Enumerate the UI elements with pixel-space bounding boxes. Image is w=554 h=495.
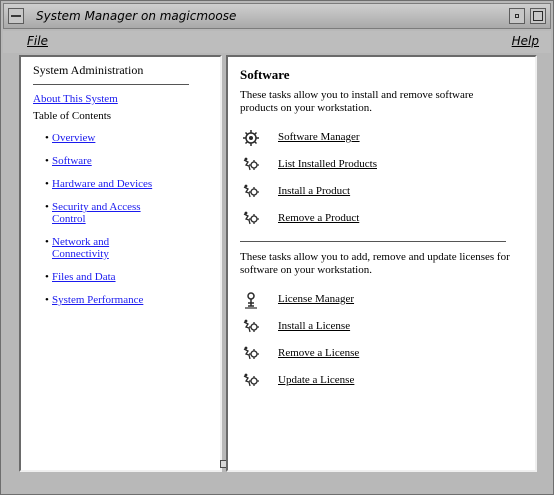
task-install-product[interactable] xyxy=(242,183,482,201)
toc-link-security-line2: Control xyxy=(52,213,86,225)
task-update-license[interactable] xyxy=(242,372,482,390)
minimize-button[interactable] xyxy=(509,8,525,24)
task-label: Remove a License xyxy=(278,347,360,359)
task-icon xyxy=(242,345,260,363)
toc-item-security xyxy=(45,201,195,225)
task-icon xyxy=(242,210,260,228)
toc-item-hardware xyxy=(45,178,195,190)
license-description: These tasks allow you to add, remove and update licenses for software on your workstation. xyxy=(240,251,510,276)
title-bar[interactable] xyxy=(3,3,551,29)
task-install-license[interactable] xyxy=(242,318,482,336)
table-of-contents-label: Table of Contents xyxy=(33,110,112,122)
sidebar-title: System Administration xyxy=(33,63,144,77)
task-label: Install a Product xyxy=(278,185,351,197)
window-menu-button[interactable] xyxy=(8,8,24,24)
task-label: License Manager xyxy=(278,293,355,305)
section-divider xyxy=(240,241,506,242)
toc-item-overview xyxy=(45,132,195,144)
menu-bar xyxy=(3,31,551,53)
task-label: Software Manager xyxy=(278,131,360,143)
task-label: List Installed Products xyxy=(278,158,377,170)
toc-item-software xyxy=(45,155,195,167)
navigation-pane[interactable] xyxy=(19,55,222,472)
content-pane[interactable] xyxy=(226,55,537,472)
software-description: These tasks allow you to install and remove software products on your workstation. xyxy=(240,89,474,114)
toc-link-files[interactable]: Files and Data xyxy=(52,271,116,283)
task-remove-product[interactable] xyxy=(242,210,482,228)
toc-list xyxy=(45,132,195,317)
task-icon xyxy=(242,156,260,174)
task-license-manager[interactable] xyxy=(242,291,482,309)
task-icon xyxy=(242,372,260,390)
maximize-button[interactable] xyxy=(530,8,546,24)
toc-item-network xyxy=(45,236,195,260)
toc-link-security-line1: Security and Access xyxy=(52,201,141,213)
task-icon xyxy=(242,183,260,201)
file-menu[interactable]: File xyxy=(27,34,48,48)
task-icon xyxy=(242,318,260,336)
task-label: Remove a Product xyxy=(278,212,360,224)
task-list-installed-products[interactable] xyxy=(242,156,482,174)
toc-link-network-line2: Connectivity xyxy=(52,248,109,260)
license-manager-icon xyxy=(242,291,260,309)
toc-item-performance xyxy=(45,294,195,306)
toc-link-security[interactable] xyxy=(52,201,141,225)
status-bar xyxy=(3,475,551,493)
task-label: Install a License xyxy=(278,320,351,332)
help-menu[interactable]: Help xyxy=(511,34,539,48)
toc-item-files xyxy=(45,271,195,283)
toc-link-overview[interactable]: Overview xyxy=(52,132,96,144)
about-this-system-link[interactable]: About This System xyxy=(33,93,118,105)
sidebar-divider xyxy=(33,84,189,85)
toc-link-hardware[interactable]: Hardware and Devices xyxy=(52,178,153,190)
task-label: Update a License xyxy=(278,374,355,386)
page-title: Software xyxy=(240,67,290,82)
software-manager-icon xyxy=(242,129,260,147)
toc-link-network-line1: Network and xyxy=(52,236,110,248)
task-software-manager[interactable] xyxy=(242,129,482,147)
toc-link-software[interactable]: Software xyxy=(52,155,92,167)
toc-link-performance[interactable]: System Performance xyxy=(52,294,144,306)
task-remove-license[interactable] xyxy=(242,345,482,363)
toc-link-network[interactable] xyxy=(52,236,109,260)
window-title: System Manager on magicmoose xyxy=(36,9,237,23)
